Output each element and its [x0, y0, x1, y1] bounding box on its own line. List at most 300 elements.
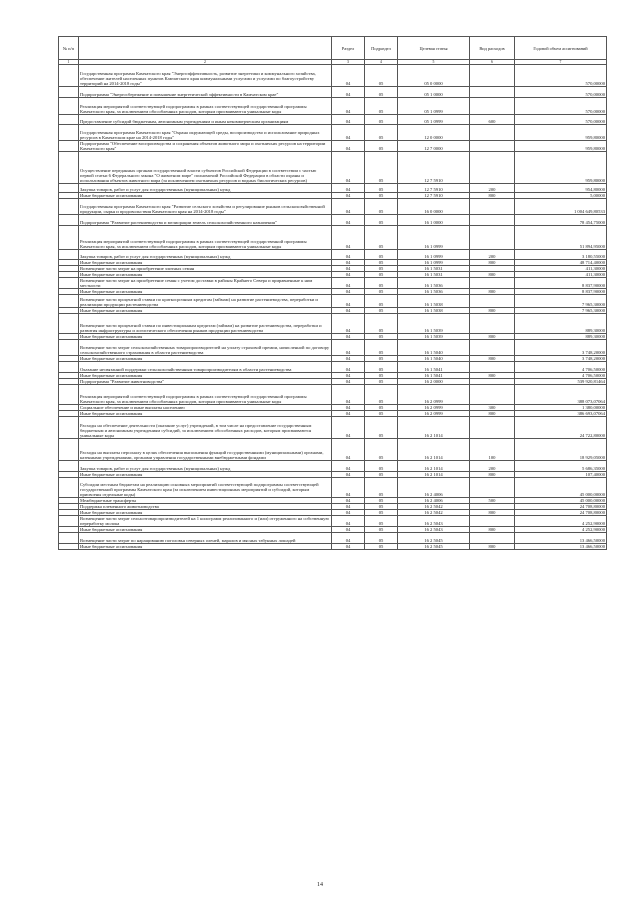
- row-podrazdel-cell: 05: [365, 141, 398, 152]
- row-podrazdel-cell: 05: [365, 405, 398, 411]
- table-row: [59, 295, 607, 308]
- row-amount-cell: 8 837,90000: [515, 278, 607, 289]
- table-row: [59, 184, 607, 193]
- row-number-cell: [59, 215, 79, 226]
- row-amount-cell: 45 000,00000: [515, 498, 607, 504]
- row-target-article-cell: 16 1 5036: [398, 289, 470, 295]
- row-target-article-cell: 16 1 5036: [398, 278, 470, 289]
- row-name-cell: Государственная программа Камчатского края "Развитие сельского хозяйства и регулирование рынков сельскохозяйственной продукции, сырья и продовольствия Камчатского края на 2014-2018 годы": [79, 199, 332, 215]
- row-number-cell: [59, 340, 79, 356]
- row-expense-type-cell: 300: [470, 405, 515, 411]
- row-name-cell: Субсидии местным бюджетам на реализацию основных мероприятий соответствующей подпрограммы соответствующей государственной программы Камчатского края (за исключением инвестиционных мероприятий и субсидий, которым присвоены отдельные коды): [79, 478, 332, 498]
- row-expense-type-cell: [470, 385, 515, 405]
- row-name-cell: Иные бюджетные ассигнования: [79, 472, 332, 478]
- row-number-cell: [59, 417, 79, 439]
- column-number: 1: [59, 60, 79, 65]
- row-amount-cell: 4 252,90000: [515, 527, 607, 533]
- row-amount-cell: 3 748,20000: [515, 356, 607, 362]
- row-name-cell: Иные бюджетные ассигнования: [79, 356, 332, 362]
- row-target-article-cell: 16 2 0999: [398, 385, 470, 405]
- row-name-cell: Государственная программа Камчатского края "Охрана окружающей среды, воспроизводство и использование природных ресурсов в Камчатском крае на 2014-2018 годы": [79, 125, 332, 141]
- row-podrazdel-cell: 05: [365, 373, 398, 379]
- row-podrazdel-cell: 05: [365, 193, 398, 199]
- row-podrazdel-cell: 05: [365, 215, 398, 226]
- row-amount-cell: 411,30000: [515, 266, 607, 272]
- row-amount-cell: 959,80000: [515, 125, 607, 141]
- row-razdel-cell: 04: [332, 98, 365, 115]
- row-number-cell: [59, 362, 79, 373]
- row-name-cell: Межбюджетные трансферты: [79, 498, 332, 504]
- row-razdel-cell: 04: [332, 125, 365, 141]
- row-number-cell: [59, 278, 79, 289]
- row-podrazdel-cell: 05: [365, 516, 398, 527]
- row-name-cell: Иные бюджетные ассигнования: [79, 510, 332, 516]
- table-row: [59, 152, 607, 184]
- row-podrazdel-cell: 05: [365, 125, 398, 141]
- row-podrazdel-cell: 05: [365, 152, 398, 184]
- row-razdel-cell: 04: [332, 278, 365, 289]
- row-expense-type-cell: 600: [470, 115, 515, 125]
- table-row: [59, 115, 607, 125]
- row-podrazdel-cell: 05: [365, 115, 398, 125]
- row-podrazdel-cell: 05: [365, 199, 398, 215]
- table-row: [59, 65, 607, 87]
- row-name-cell: Иные бюджетные ассигнования: [79, 544, 332, 550]
- row-target-article-cell: 16 1 0999: [398, 250, 470, 260]
- row-podrazdel-cell: 05: [365, 308, 398, 314]
- row-podrazdel-cell: 05: [365, 411, 398, 417]
- row-number-cell: [59, 385, 79, 405]
- row-razdel-cell: 04: [332, 544, 365, 550]
- row-name-cell: Предоставление субсидий бюджетным, автономным учреждениям и иным некоммерческим организациям: [79, 115, 332, 125]
- column-number: 3: [332, 60, 365, 65]
- row-name-cell: Иные бюджетные ассигнования: [79, 527, 332, 533]
- row-podrazdel-cell: 05: [365, 533, 398, 544]
- row-expense-type-cell: 800: [470, 289, 515, 295]
- row-expense-type-cell: [470, 516, 515, 527]
- row-podrazdel-cell: 05: [365, 498, 398, 504]
- row-amount-cell: 570,00000: [515, 87, 607, 98]
- row-razdel-cell: 04: [332, 417, 365, 439]
- page-number: 14: [317, 882, 323, 888]
- row-number-cell: [59, 226, 79, 250]
- row-name-cell: Подпрограмма "Развитие животноводства": [79, 379, 332, 385]
- row-target-article-cell: 05 1 0000: [398, 87, 470, 98]
- row-amount-cell: 8 837,90000: [515, 289, 607, 295]
- row-razdel-cell: 04: [332, 472, 365, 478]
- row-amount-cell: 3 748,20000: [515, 340, 607, 356]
- row-expense-type-cell: [470, 98, 515, 115]
- row-name-cell: Возмещение части затрат сельхозтоваропроизводителей на 1 килограмм реализованного и (или) отгруженного на собственную переработку молока: [79, 516, 332, 527]
- row-target-article-cell: 16 1 5031: [398, 266, 470, 272]
- row-expense-type-cell: 800: [470, 411, 515, 417]
- row-expense-type-cell: 800: [470, 544, 515, 550]
- row-target-article-cell: 16 1 5038: [398, 295, 470, 308]
- col-header-podrazdel: Подраздел: [365, 37, 398, 60]
- row-razdel-cell: 04: [332, 356, 365, 362]
- row-target-article-cell: 16 0 0000: [398, 199, 470, 215]
- row-name-cell: Государственная программа Камчатского края "Энергоэффективность, развитие энергетики и коммунального хозяйства, обеспечение жителей населенных пунктов Камчатского края коммунальными услугами и услугами по благоустройству территорий на 2014-2018 годы": [79, 65, 332, 87]
- row-number-cell: [59, 533, 79, 544]
- row-number-cell: [59, 478, 79, 498]
- row-expense-type-cell: [470, 417, 515, 439]
- row-name-cell: Закупка товаров, работ и услуг для государственных (муниципальных) нужд: [79, 461, 332, 472]
- row-amount-cell: 45 000,00000: [515, 478, 607, 498]
- column-number: 5: [398, 60, 470, 65]
- row-target-article-cell: 16 1 5041: [398, 362, 470, 373]
- row-target-article-cell: 16 2 0999: [398, 405, 470, 411]
- row-target-article-cell: 16 1 5039: [398, 314, 470, 334]
- row-amount-cell: 4 706,50000: [515, 362, 607, 373]
- row-podrazdel-cell: 05: [365, 461, 398, 472]
- row-amount-cell: 889,30000: [515, 314, 607, 334]
- row-razdel-cell: 04: [332, 226, 365, 250]
- row-expense-type-cell: [470, 362, 515, 373]
- table-row: [59, 385, 607, 405]
- row-amount-cell: 24 722,80000: [515, 417, 607, 439]
- row-target-article-cell: 05 1 0999: [398, 98, 470, 115]
- row-name-cell: Возмещение части процентной ставки по краткосрочным кредитам (займам) на развитие растениеводства, переработки и реализации продукции растениеводства: [79, 295, 332, 308]
- row-name-cell: Подпрограмма "Обеспечение воспроизводства и сохранения объектов животного мира и охотничьих ресурсов на территории Камчатского края": [79, 141, 332, 152]
- row-razdel-cell: 04: [332, 289, 365, 295]
- row-number-cell: [59, 184, 79, 193]
- row-expense-type-cell: 200: [470, 461, 515, 472]
- col-header-name: [79, 37, 332, 60]
- row-name-cell: Иные бюджетные ассигнования: [79, 411, 332, 417]
- row-amount-cell: 51 894,95000: [515, 226, 607, 250]
- row-razdel-cell: 04: [332, 115, 365, 125]
- row-expense-type-cell: [470, 125, 515, 141]
- row-expense-type-cell: [470, 199, 515, 215]
- row-razdel-cell: 04: [332, 314, 365, 334]
- row-target-article-cell: 16 1 0999: [398, 260, 470, 266]
- row-podrazdel-cell: 05: [365, 527, 398, 533]
- row-target-article-cell: 16 2 0000: [398, 379, 470, 385]
- table-row: [59, 362, 607, 373]
- row-name-cell: Иные бюджетные ассигнования: [79, 373, 332, 379]
- row-razdel-cell: 04: [332, 405, 365, 411]
- row-target-article-cell: 12 0 0000: [398, 125, 470, 141]
- row-podrazdel-cell: 05: [365, 266, 398, 272]
- column-number: 2: [79, 60, 332, 65]
- row-amount-cell: 570,00000: [515, 65, 607, 87]
- row-target-article-cell: 16 2 5042: [398, 510, 470, 516]
- row-expense-type-cell: [470, 215, 515, 226]
- row-target-article-cell: 16 1 5038: [398, 308, 470, 314]
- table-row: [59, 278, 607, 289]
- row-target-article-cell: 16 2 5045: [398, 544, 470, 550]
- row-razdel-cell: 04: [332, 439, 365, 461]
- row-name-cell: Возмещение части затрат сельскохозяйственных товаропроизводителей на уплату страховой премии, начисленной по договору сельскохозяйственного страхования в области растениеводства: [79, 340, 332, 356]
- row-expense-type-cell: 800: [470, 334, 515, 340]
- row-number-cell: [59, 65, 79, 87]
- row-expense-type-cell: 800: [470, 308, 515, 314]
- row-expense-type-cell: [470, 314, 515, 334]
- row-podrazdel-cell: 05: [365, 226, 398, 250]
- row-amount-cell: 107,40000: [515, 472, 607, 478]
- row-razdel-cell: 04: [332, 184, 365, 193]
- row-expense-type-cell: [470, 87, 515, 98]
- table-row: [59, 314, 607, 334]
- row-razdel-cell: 04: [332, 504, 365, 510]
- row-podrazdel-cell: 05: [365, 504, 398, 510]
- row-amount-cell: 4 706,50000: [515, 373, 607, 379]
- col-header-expense-type: Вид расходов: [470, 37, 515, 60]
- row-number-cell: [59, 98, 79, 115]
- table-row: [59, 250, 607, 260]
- budget-page: [58, 36, 606, 550]
- row-name-cell: Подпрограмма "Энергосбережение и повышение энергетической эффективности в Камчатском крае": [79, 87, 332, 98]
- row-name-cell: Расходы на выплаты персоналу в целях обеспечения выполнения функций государственными (муниципальными) органами, казенными учреждениями, органами управления государственными внебюджетными фондами: [79, 439, 332, 461]
- row-name-cell: Реализация мероприятий соответствующей подпрограммы в рамках соответствующей государственной программы Камчатского края, за исключением обособленных расходов, которым присваиваются уникальные коды: [79, 385, 332, 405]
- row-podrazdel-cell: 05: [365, 379, 398, 385]
- row-amount-cell: 5 686,35000: [515, 461, 607, 472]
- row-amount-cell: 411,30000: [515, 272, 607, 278]
- row-razdel-cell: 04: [332, 65, 365, 87]
- row-expense-type-cell: [470, 340, 515, 356]
- row-number-cell: [59, 152, 79, 184]
- row-target-article-cell: 16 1 5040: [398, 356, 470, 362]
- row-amount-cell: 3 180,55000: [515, 250, 607, 260]
- row-razdel-cell: 04: [332, 510, 365, 516]
- row-amount-cell: 954,80000: [515, 184, 607, 193]
- table-row: [59, 516, 607, 527]
- row-podrazdel-cell: 05: [365, 260, 398, 266]
- row-number-cell: [59, 295, 79, 308]
- row-amount-cell: 48 714,40000: [515, 260, 607, 266]
- row-expense-type-cell: [470, 533, 515, 544]
- row-amount-cell: 959,80000: [515, 152, 607, 184]
- row-expense-type-cell: 800: [470, 510, 515, 516]
- row-name-cell: Подпрограмма "Развитие растениеводства и мелиорации земель сельскохозяйственного назначения": [79, 215, 332, 226]
- column-number: 7: [515, 60, 607, 65]
- row-razdel-cell: 04: [332, 152, 365, 184]
- row-razdel-cell: 04: [332, 334, 365, 340]
- row-razdel-cell: 04: [332, 250, 365, 260]
- row-podrazdel-cell: 05: [365, 362, 398, 373]
- row-target-article-cell: 16 2 0999: [398, 411, 470, 417]
- row-expense-type-cell: 800: [470, 373, 515, 379]
- row-podrazdel-cell: 05: [365, 472, 398, 478]
- table-row: [59, 340, 607, 356]
- row-name-cell: Иные бюджетные ассигнования: [79, 193, 332, 199]
- row-podrazdel-cell: 05: [365, 272, 398, 278]
- row-number-cell: [59, 314, 79, 334]
- row-amount-cell: 388 073,07064: [515, 385, 607, 405]
- row-name-cell: Иные бюджетные ассигнования: [79, 260, 332, 266]
- row-podrazdel-cell: 05: [365, 478, 398, 498]
- row-podrazdel-cell: 05: [365, 385, 398, 405]
- row-target-article-cell: 16 2 5043: [398, 516, 470, 527]
- row-name-cell: Реализация мероприятий соответствующей подпрограммы в рамках соответствующей государственной программы Камчатского края, за исключением обособленных расходов, которым присваиваются уникальные коды: [79, 98, 332, 115]
- row-number-cell: [59, 461, 79, 472]
- row-name-cell: Иные бюджетные ассигнования: [79, 308, 332, 314]
- row-podrazdel-cell: 05: [365, 98, 398, 115]
- col-header-annual-amount: Годовой объем ассигнований: [515, 37, 607, 60]
- row-name-cell: Осуществление переданных органам государственной власти субъектов Российской Федерации в соответствии с частью первой статьи 6 Федерального закона "О животном мире" полномочий Российской Федерации в области охраны и использования объектов животного мира (за исключением охотничьих ресурсов и водных биологических ресурсов): [79, 152, 332, 184]
- row-razdel-cell: 04: [332, 379, 365, 385]
- row-name-cell: Возмещение части затрат на приобретение элитных семян: [79, 266, 332, 272]
- row-target-article-cell: 05 1 0999: [398, 115, 470, 125]
- row-amount-cell: 1 380,00000: [515, 405, 607, 411]
- budget-table: [58, 36, 607, 550]
- table-row: [59, 478, 607, 498]
- row-target-article-cell: 12 7 5910: [398, 193, 470, 199]
- row-amount-cell: 889,30000: [515, 334, 607, 340]
- row-expense-type-cell: [470, 278, 515, 289]
- row-amount-cell: 24 708,80000: [515, 504, 607, 510]
- row-amount-cell: 78 454,75000: [515, 215, 607, 226]
- row-expense-type-cell: 800: [470, 472, 515, 478]
- row-amount-cell: 13 466,50000: [515, 533, 607, 544]
- row-razdel-cell: 04: [332, 193, 365, 199]
- row-target-article-cell: 16 2 5045: [398, 533, 470, 544]
- row-expense-type-cell: [470, 152, 515, 184]
- row-name-cell: Возмещение части процентной ставки по инвестиционным кредитам (займам) на развитие растениеводства, переработки и развития инфраструктуры и логистического обеспечения рынков продукции растениеводства: [79, 314, 332, 334]
- table-row: [59, 417, 607, 439]
- row-razdel-cell: 04: [332, 87, 365, 98]
- col-header-target-article: Целевая статья: [398, 37, 470, 60]
- row-razdel-cell: 04: [332, 266, 365, 272]
- row-expense-type-cell: 200: [470, 250, 515, 260]
- row-razdel-cell: 04: [332, 411, 365, 417]
- table-row: [59, 439, 607, 461]
- row-podrazdel-cell: 05: [365, 417, 398, 439]
- row-number-cell: [59, 199, 79, 215]
- row-amount-cell: 4 252,90000: [515, 516, 607, 527]
- column-number: 6: [470, 60, 515, 65]
- row-target-article-cell: 12 7 5910: [398, 152, 470, 184]
- col-header-number: № п/п: [59, 37, 79, 60]
- row-razdel-cell: 04: [332, 498, 365, 504]
- row-target-article-cell: 16 2 1014: [398, 461, 470, 472]
- row-amount-cell: 959,80000: [515, 141, 607, 152]
- row-amount-cell: 18 929,05000: [515, 439, 607, 461]
- row-target-article-cell: 12 7 0000: [398, 141, 470, 152]
- row-number-cell: [59, 516, 79, 527]
- row-podrazdel-cell: 05: [365, 250, 398, 260]
- row-expense-type-cell: [470, 65, 515, 87]
- row-name-cell: Иные бюджетные ассигнования: [79, 289, 332, 295]
- row-name-cell: Оказание несвязанной поддержки сельскохозяйственным товаропроизводителям в области растениеводства: [79, 362, 332, 373]
- row-name-cell: Иные бюджетные ассигнования: [79, 272, 332, 278]
- row-expense-type-cell: 800: [470, 272, 515, 278]
- row-number-cell: [59, 141, 79, 152]
- row-podrazdel-cell: 05: [365, 65, 398, 87]
- row-name-cell: Возмещение части затрат на приобретение семян с учетом доставки в районы Крайнего Севера и приравненные к ним местности: [79, 278, 332, 289]
- row-target-article-cell: 16 2 1014: [398, 472, 470, 478]
- row-expense-type-cell: 500: [470, 498, 515, 504]
- row-target-article-cell: 16 1 5031: [398, 272, 470, 278]
- row-amount-cell: 539 920,81464: [515, 379, 607, 385]
- row-target-article-cell: 05 0 0000: [398, 65, 470, 87]
- row-target-article-cell: 16 1 5041: [398, 373, 470, 379]
- row-razdel-cell: 04: [332, 533, 365, 544]
- row-amount-cell: 570,00000: [515, 115, 607, 125]
- row-expense-type-cell: [470, 478, 515, 498]
- table-row: [59, 125, 607, 141]
- row-target-article-cell: 16 2 4006: [398, 498, 470, 504]
- table-row: [59, 87, 607, 98]
- row-podrazdel-cell: 05: [365, 295, 398, 308]
- row-razdel-cell: 04: [332, 373, 365, 379]
- row-podrazdel-cell: 05: [365, 439, 398, 461]
- table-row: [59, 215, 607, 226]
- column-number: 4: [365, 60, 398, 65]
- header-row: [59, 37, 607, 60]
- table-row: [59, 226, 607, 250]
- row-razdel-cell: 04: [332, 340, 365, 356]
- row-podrazdel-cell: 05: [365, 340, 398, 356]
- row-target-article-cell: 16 1 0000: [398, 215, 470, 226]
- row-name-cell: Возмещение части затрат по наращиванию поголовья северных оленей, маралов и мясных табунных лошадей: [79, 533, 332, 544]
- row-podrazdel-cell: 05: [365, 334, 398, 340]
- table-row: [59, 533, 607, 544]
- row-expense-type-cell: 800: [470, 193, 515, 199]
- row-number-cell: [59, 250, 79, 260]
- row-target-article-cell: 16 1 5040: [398, 340, 470, 356]
- row-target-article-cell: 16 2 4006: [398, 478, 470, 498]
- row-razdel-cell: 04: [332, 385, 365, 405]
- row-podrazdel-cell: 05: [365, 314, 398, 334]
- row-razdel-cell: 04: [332, 461, 365, 472]
- row-razdel-cell: 04: [332, 362, 365, 373]
- row-name-cell: Поддержка племенного животноводства: [79, 504, 332, 510]
- row-razdel-cell: 04: [332, 478, 365, 498]
- row-target-article-cell: 12 7 5910: [398, 184, 470, 193]
- budget-rows: [59, 65, 607, 550]
- row-podrazdel-cell: 05: [365, 184, 398, 193]
- row-razdel-cell: 04: [332, 215, 365, 226]
- table-row: [59, 461, 607, 472]
- row-name-cell: Расходы на обеспечение деятельности (оказание услуг) учреждений, в том числе на предоставление государственным бюджетным и автономным учреждениям субсидий, за исключением обособленных расходов, которым присваиваются уникальные коды: [79, 417, 332, 439]
- row-target-article-cell: 16 1 0999: [398, 226, 470, 250]
- row-razdel-cell: 04: [332, 308, 365, 314]
- row-target-article-cell: 16 2 5042: [398, 504, 470, 510]
- row-amount-cell: 1 004 649,80533: [515, 199, 607, 215]
- row-expense-type-cell: 800: [470, 260, 515, 266]
- row-expense-type-cell: 100: [470, 439, 515, 461]
- row-number-cell: [59, 439, 79, 461]
- row-amount-cell: 5,00000: [515, 193, 607, 199]
- row-number-cell: [59, 87, 79, 98]
- row-number-cell: [59, 544, 79, 550]
- row-name-cell: Иные бюджетные ассигнования: [79, 334, 332, 340]
- row-podrazdel-cell: 05: [365, 510, 398, 516]
- row-expense-type-cell: 800: [470, 527, 515, 533]
- table-row: [59, 141, 607, 152]
- row-podrazdel-cell: 05: [365, 278, 398, 289]
- table-row: [59, 544, 607, 550]
- row-amount-cell: 386 693,07064: [515, 411, 607, 417]
- row-name-cell: Закупка товаров, работ и услуг для государственных (муниципальных) нужд: [79, 250, 332, 260]
- table-row: [59, 98, 607, 115]
- row-razdel-cell: 04: [332, 141, 365, 152]
- row-expense-type-cell: 200: [470, 184, 515, 193]
- row-razdel-cell: 04: [332, 260, 365, 266]
- row-razdel-cell: 04: [332, 516, 365, 527]
- row-number-cell: [59, 115, 79, 125]
- row-razdel-cell: 04: [332, 199, 365, 215]
- row-amount-cell: 7 965,30000: [515, 295, 607, 308]
- table-row: [59, 199, 607, 215]
- row-expense-type-cell: 800: [470, 356, 515, 362]
- row-amount-cell: 7 965,30000: [515, 308, 607, 314]
- row-amount-cell: 570,00000: [515, 98, 607, 115]
- row-razdel-cell: 04: [332, 295, 365, 308]
- row-razdel-cell: 04: [332, 527, 365, 533]
- row-name-cell: Социальное обеспечение и иные выплаты населению: [79, 405, 332, 411]
